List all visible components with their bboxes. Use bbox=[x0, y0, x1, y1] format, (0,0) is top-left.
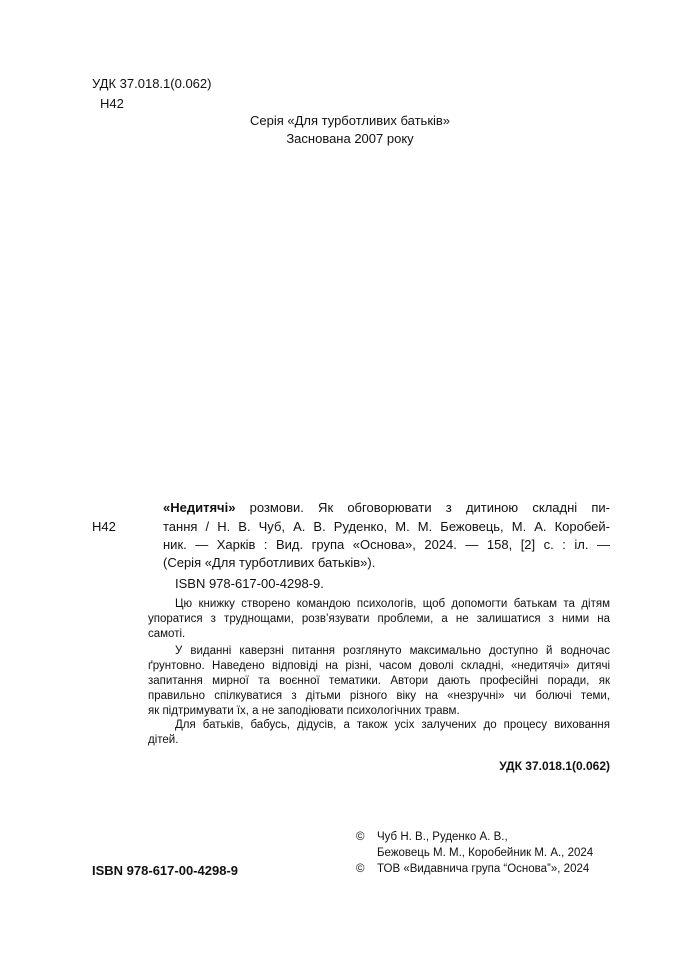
annotation-line: Для батьків, бабусь, дідусів, а також усіх залучених до процесу виховання bbox=[175, 719, 610, 731]
catalog-isbn: ISBN 978-617-00-4298-9. bbox=[175, 576, 324, 591]
copyright-symbol: © bbox=[356, 831, 365, 843]
annotation-paragraph-1 bbox=[148, 597, 610, 642]
catalog-line-2: тання / Н. В. Чуб, А. В. Руденко, М. М. Бежовець, М. А. Коробей- bbox=[163, 519, 610, 534]
annotation-line: як підтримувати їх, а не заподіювати психологічних травм. bbox=[148, 705, 460, 717]
catalog-author-sign: Н42 bbox=[92, 519, 116, 534]
footer-isbn: ISBN 978-617-00-4298-9 bbox=[92, 863, 238, 878]
catalog-line-1 bbox=[163, 500, 610, 516]
annotation-line: У виданні каверзні питання розглянуто максимально доступно й водночас bbox=[175, 645, 610, 657]
copyright-publisher: ТОВ «Видавнича група “Основа”», 2024 bbox=[377, 863, 590, 875]
series-title: Серія «Для турботливих батьків» bbox=[249, 113, 451, 128]
copyright-symbol: © bbox=[356, 863, 365, 875]
catalog-line-4: (Серія «Для турботливих батьків»). bbox=[163, 555, 376, 570]
annotation-line: ґрунтовно. Наведено відповіді на різні, часом доволі складні, «недитячі» дитячі bbox=[148, 660, 610, 672]
udk-code: УДК 37.018.1(0.062) bbox=[92, 76, 212, 91]
annotation-line: самоті. bbox=[148, 628, 186, 640]
annotation-paragraph-2 bbox=[148, 644, 610, 719]
copyright-authors-line-1: Чуб Н. В., Руденко А. В., bbox=[377, 831, 508, 843]
annotation-paragraph-3 bbox=[148, 718, 610, 748]
annotation-line: Цю книжку створено командою психологів, щоб допомогти батькам та дітям bbox=[175, 598, 610, 610]
series-founded: Заснована 2007 року bbox=[286, 131, 414, 146]
catalog-line-3: ник. — Харків : Вид. група «Основа», 2024. — 158, [2] с. : іл. — bbox=[163, 537, 610, 552]
annotation-udk: УДК 37.018.1(0.062) bbox=[499, 759, 610, 773]
copyright-authors-line-2: Бежовець М. М., Коробейник М. А., 2024 bbox=[377, 847, 594, 859]
annotation-line: запитання мирної та воєнної тематики. Автори дають професійні поради, як bbox=[148, 675, 610, 687]
annotation-line: упоратися з труднощами, розв’язувати проблеми, а не залишатися з ними на bbox=[148, 613, 610, 625]
author-sign: Н42 bbox=[100, 96, 124, 111]
book-title-bold: «Недитячі» bbox=[163, 500, 236, 515]
catalog-line-1-text: розмови. Як обговорювати з дитиною складні пи- bbox=[235, 500, 610, 515]
annotation-line: правильно спілкуватися з дітьми різного віку на «незручні» чи болючі теми, bbox=[148, 690, 610, 702]
annotation-line: дітей. bbox=[148, 734, 179, 746]
